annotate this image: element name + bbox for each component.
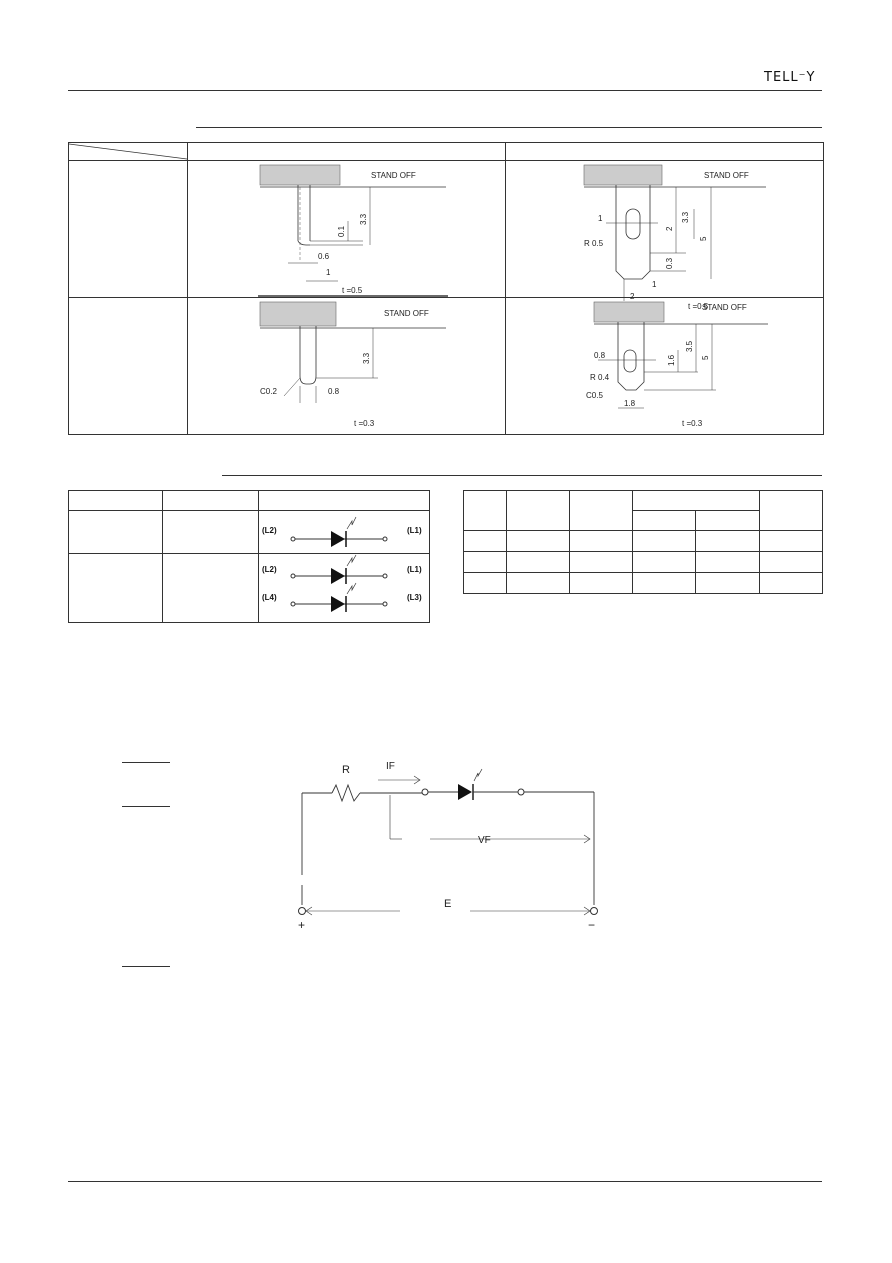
thickness-label: t =0.3	[354, 419, 375, 428]
column-header-2	[506, 143, 824, 161]
dim-label: 1	[652, 280, 657, 289]
terminal-label: (L3)	[406, 593, 422, 602]
brand-logo: TELL⁻Y	[764, 70, 816, 85]
corner-cell	[69, 143, 188, 161]
dim-label: 0.8	[594, 351, 606, 360]
dim-label: 0.3	[665, 257, 674, 269]
dim-label: 2	[665, 226, 674, 231]
stand-off-label: STAND OFF	[702, 303, 747, 312]
pad-cell-4	[506, 298, 824, 435]
symbol-table-cell	[163, 554, 259, 623]
terminal-label: (L1)	[406, 565, 422, 574]
section-rule	[222, 475, 822, 476]
ratings-header	[464, 491, 507, 531]
dim-label: R 0.5	[584, 239, 604, 248]
negative-terminal	[591, 908, 598, 915]
minus-label: −	[588, 918, 596, 932]
dim-label: 3.3	[681, 211, 690, 223]
dim-label: 0.6	[318, 252, 330, 261]
thickness-label: t =0.3	[682, 419, 703, 428]
led-icon	[331, 531, 345, 547]
terminal-label: (L2)	[261, 526, 277, 535]
row-header-1	[69, 161, 188, 298]
dim-label: 0.8	[328, 387, 340, 396]
dim-label: 3.5	[685, 340, 694, 352]
dim-label: 0.1	[337, 225, 346, 237]
positive-terminal	[299, 908, 306, 915]
led-icon	[458, 784, 472, 800]
dim-label: 1	[326, 268, 331, 277]
dim-label: 3.3	[359, 213, 368, 225]
column-header-1	[188, 143, 506, 161]
dim-label: 2	[630, 292, 635, 301]
section-rule	[196, 127, 822, 128]
symbol-table-header	[258, 491, 429, 511]
resistor-icon	[332, 785, 360, 801]
terminal-label: (L1)	[406, 526, 422, 535]
terminal-label: (L4)	[261, 593, 277, 602]
header-rule	[68, 90, 822, 91]
e-label: E	[444, 898, 452, 910]
thickness-label: t =0.5	[688, 302, 709, 311]
underline-mark	[122, 966, 170, 967]
led-icon	[331, 568, 345, 584]
dim-label: 5	[699, 236, 708, 241]
thickness-label: t =0.5	[342, 286, 363, 295]
ratings-subheader	[632, 511, 696, 531]
dim-label: 5	[701, 355, 710, 360]
symbol-table-header	[69, 491, 163, 511]
single-led-symbol-cell	[258, 511, 429, 554]
pad-cell-3	[188, 298, 506, 435]
dim-label: 1.8	[624, 399, 636, 408]
dual-led-symbol-cell	[258, 554, 429, 623]
ratings-subheader	[696, 511, 760, 531]
resistor-label: R	[342, 764, 350, 776]
footer-rule	[68, 1181, 822, 1182]
symbol-table	[68, 490, 430, 623]
underline-mark	[122, 762, 170, 763]
pad-cell-2	[506, 161, 824, 311]
ratings-header	[569, 491, 632, 531]
dim-label: 1.6	[667, 354, 676, 366]
symbol-table-cell	[163, 511, 259, 554]
dim-label: 3.3	[362, 352, 371, 364]
stand-off-label: STAND OFF	[704, 171, 749, 180]
symbol-table-cell	[69, 554, 163, 623]
test-circuit-diagram	[290, 755, 610, 940]
ratings-header	[760, 491, 823, 531]
dim-label: C0.5	[586, 391, 603, 400]
vf-label: VF	[478, 835, 491, 846]
plus-label: +	[298, 918, 306, 932]
dim-label: R 0.4	[590, 373, 610, 382]
stand-off-label: STAND OFF	[384, 309, 429, 318]
dim-label: C0.2	[260, 387, 277, 396]
ratings-header	[506, 491, 569, 531]
dim-label: 1	[598, 214, 603, 223]
led-icon	[331, 596, 345, 612]
ratings-header	[632, 491, 760, 511]
symbol-table-cell	[69, 511, 163, 554]
ratings-table	[463, 490, 823, 594]
symbol-table-header	[163, 491, 259, 511]
underline-mark	[122, 806, 170, 807]
pad-cell-1	[188, 161, 506, 298]
if-label: IF	[386, 761, 395, 772]
stand-off-label: STAND OFF	[371, 171, 416, 180]
terminal-label: (L2)	[261, 565, 277, 574]
pad-dimension-table	[68, 142, 824, 435]
row-header-2	[69, 298, 188, 435]
